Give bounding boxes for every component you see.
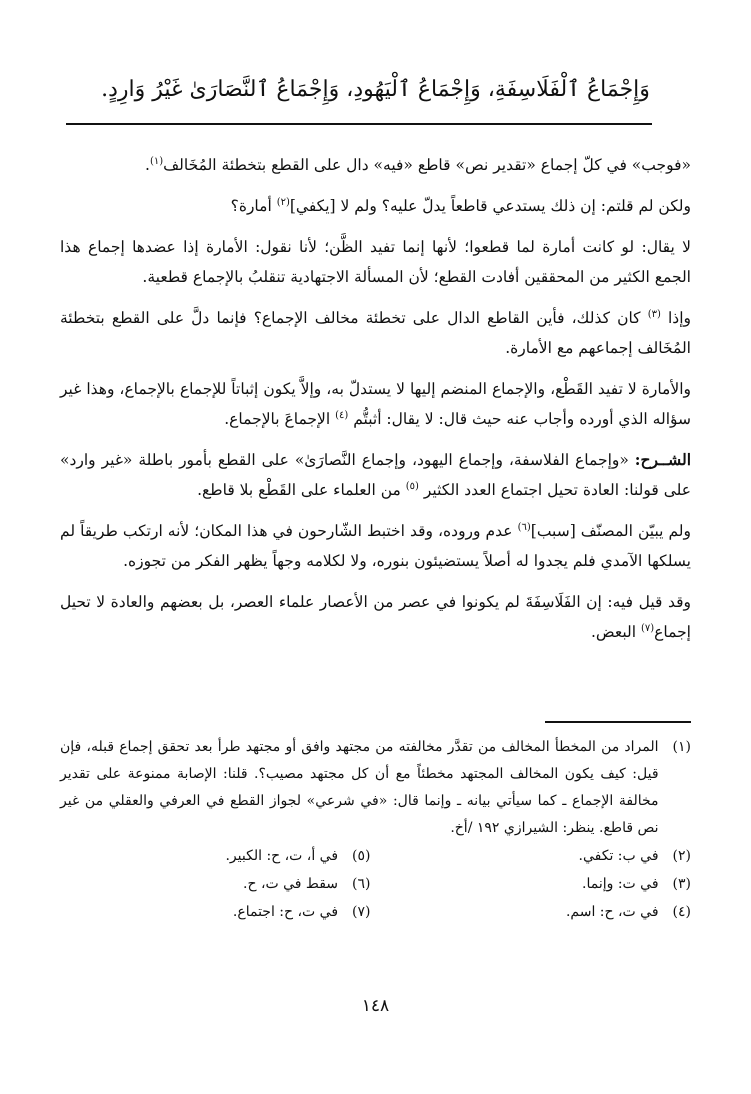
paragraph-6-text-a: «وإجماع الفلاسفة، وإجماع اليهود، وإجماع النَّصارَىٰ» على القطع بأمور باطلة «غير وارد» على قولنا: العادة تحيل اجتماع العدد الكثير (60, 451, 691, 499)
paragraph-4-text-b: كان كذلك، فأين القاطع الدال على تخطئة مخالف الإجماع؟ فإنما دلَّ على القطع بتخطئة المُخَالف إجماعهم مع الأمارة. (60, 309, 691, 357)
footnote-ref-4[interactable]: (٤) (335, 409, 349, 421)
footnote-ref-3[interactable]: (٣) (647, 308, 661, 320)
footnotes-section (60, 734, 691, 926)
footnote-ref-6[interactable]: (٦) (517, 521, 531, 533)
footnote-item (60, 870, 371, 898)
paragraph-7-text-b: عدم وروده، وقد اختبط الشّارحون في هذا المكان؛ لأنه ارتكب طريقاً لم يسلكها الآمدي فلم يجدوا له أصلاً يستضيئون بنوره، ولا لكلامه وجهاً يظهر الفكر من تجوزه. (60, 522, 691, 570)
footnote-text: في أ، ت، ح: الكبير. (225, 848, 339, 864)
footnote-ref-1[interactable]: (١) (149, 155, 164, 167)
paragraph-1-text: فوجب» في كلّ إجماع «تقدير نص» قاطع «فيه» دال على القطع بتخطئة المُخَالف (163, 156, 682, 174)
paragraph-1-end: . (145, 156, 150, 174)
footnote-number: (٧) (352, 904, 371, 920)
page-number: ١٤٨ (361, 996, 390, 1016)
footnote-text: في ت، ح: اجتماع. (232, 904, 339, 920)
footnote-text: سقط في ت، ح. (243, 876, 339, 892)
paragraph-3: لا يقال: لو كانت أمارة لما قطعوا؛ لأنها إنما تفيد الظَّن؛ لأنا نقول: الأمارة إذا عضدها إجماع هذا الجمع الكثير من المحققين أفادت القطع؛ لأن المسألة الاجتهادية تنقلبُ بالإجماع قطعية. (60, 238, 691, 286)
footnote-ref-2[interactable]: (٢) (276, 196, 290, 208)
footnote-number: (٥) (352, 848, 371, 864)
footnote-item (381, 898, 692, 926)
footnote-text: في ب: تكفي. (578, 848, 659, 864)
paragraph-5-text-a: والأمارة لا تفيد القَطْع، والإجماع المنضم إليها لا يستدلّ به، وإلاَّ يكون إثباتاً للإجماع بالإجماع، وهذا غير سؤاله الذي أورده وأجاب عنه حيث قال: لا يقال: أثبتُّم (60, 380, 691, 428)
paragraph-4-text-a: وإذا (660, 309, 691, 327)
paragraph-8 (60, 587, 691, 647)
footnote-item (60, 898, 371, 926)
paragraph-4 (60, 303, 691, 363)
footnote-item (381, 870, 692, 898)
paragraph-5 (60, 374, 691, 434)
footnote-number: (٢) (672, 848, 691, 864)
footnote-text: في ت، ح: اسم. (565, 904, 659, 920)
footnote-divider (545, 721, 691, 723)
paragraph-6-text-b: من العلماء على القَطْع بلا قاطع. (197, 481, 406, 499)
footnote-text: في ت: وإنما. (582, 876, 659, 892)
footnote-ref-7[interactable]: (٧) (640, 622, 655, 634)
body-text (60, 150, 691, 658)
paragraph-2-text-b: أمارة؟ (230, 197, 277, 215)
paragraph-8-text-a: وقد قيل فيه: إن الفَلَاسِفَةَ لم يكونوا في عصر من الأعصار علماء العصر، بل بعضهم والعادة لا تحيل إجماع (60, 593, 691, 641)
paragraph-5-text-b: الإجماعَ بالإجماع. (224, 410, 336, 428)
paragraph-2 (60, 191, 691, 221)
paragraph-1: «فوجب» في كلّ إجماع «تقدير نص» قاطع «فيه» دال على القطع بتخطئة المُخَالف$^{(١)}$. (145, 155, 691, 174)
footnote-grid (60, 842, 691, 926)
footnote-item (60, 842, 371, 870)
footnote-ref-5[interactable]: (٥) (405, 480, 419, 492)
paragraph-2-text-a: ولكن لم قلتم: إن ذلك يستدعي قاطعاً يدلّ عليه؟ ولم لا [يكفي] (289, 197, 691, 215)
footnote-item (381, 842, 692, 870)
footnote-text: المراد من المخطأ المخالف من تقدَّر مخالفته من مجتهد وافق أو مجتهد طرأ بعد تحقق إجماع قبله، فإن قيل: كيف يكون المخالف المجتهد مخطئاً مع أن كل مجتهد مصيب؟. قلنا: الإصابة ممنوعة على تقدير مخالفة الإجماع ـ كما سيأتي بيانه ـ وإنما قال: «في شرعي» لجواز القطع في العرفي والعقلي من غير نص قاطع. ينظر: الشيرازي ١٩٢ /أخ. (60, 739, 659, 836)
paragraph-7 (60, 516, 691, 576)
footnote-1 (60, 734, 691, 842)
paragraph-8-text-b: البعض. (590, 623, 641, 641)
sharh-label: الشــرح: (634, 450, 691, 469)
matn-verse-header: وَإِجْمَاعُ ٱلْفَلَاسِفَةِ، وَإِجْمَاعُ ٱلْيَهُودِ، وَإِجْمَاعُ ٱلنَّصَارَىٰ غَيْرُ وَارِدٍ. (101, 77, 650, 102)
footnote-number: (١) (672, 739, 691, 755)
footnote-number: (٦) (352, 876, 371, 892)
paragraph-6-sharh (60, 445, 691, 505)
header-divider (66, 123, 652, 125)
paragraph-7-text-a: ولم يبيّن المصنّف [سبب] (530, 522, 691, 540)
footnote-number: (٤) (672, 904, 691, 920)
footnote-number: (٣) (672, 876, 691, 892)
